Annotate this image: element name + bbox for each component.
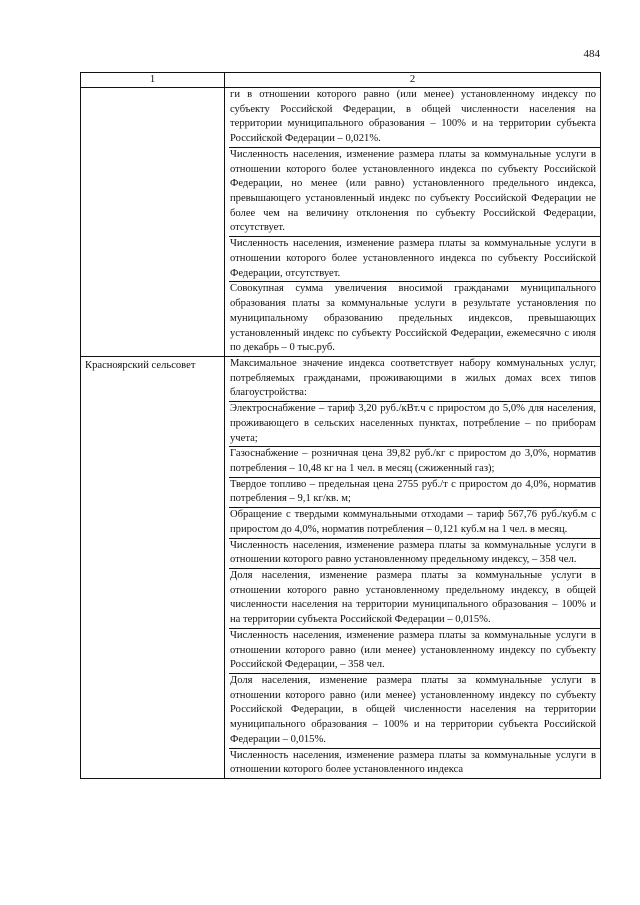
paragraph: Максимальное значение индекса соответствует набору коммунальных услуг, потребляемых гражданами, проживающими в жилых домах всех типов благоустройства: — [230, 357, 596, 399]
indicator-text-cell — [225, 356, 601, 778]
paragraph: Численность населения, изменение размера платы за коммунальные услуги в отношении которого более установленного индекса по субъекту Российской Федерации, отсутствует. — [229, 236, 600, 281]
document-table — [80, 72, 601, 779]
municipality-name-cell — [81, 88, 225, 357]
paragraph: Доля населения, изменение размера платы за коммунальные услуги в отношении которого равно (или менее) установленному индексу по субъекту Российской Федерации, в общей численности населения на территории муниципального образования – 100% и на территории субъекта Российской Федерации – 0,015%. — [229, 673, 600, 748]
paragraph: Обращение с твердыми коммунальными отходами – тариф 567,76 руб./куб.м с приростом до 4,0%, норматив потребления – 0,121 куб.м на 1 чел. в месяц. — [229, 507, 600, 537]
paragraph: Численность населения, изменение размера платы за коммунальные услуги в отношении которого более установленного индекса — [229, 748, 600, 778]
column-header-2: 2 — [225, 73, 601, 88]
paragraph: Численность населения, изменение размера платы за коммунальные услуги в отношении которого равно установленному предельному индексу, – 358 чел. — [229, 538, 600, 568]
page-number: 484 — [583, 48, 600, 60]
table-row — [81, 356, 601, 778]
column-header-1: 1 — [81, 73, 225, 88]
paragraph: Численность населения, изменение размера платы за коммунальные услуги в отношении которого более установленного индекса по субъекту Российской Федерации, но менее (или равно) установленного предельного индекса, превышающего установленный индекс по субъекту Российской Федерации не более чем на величину отклонения по субъекту Российской Федерации, отсутствует. — [229, 147, 600, 236]
municipality-name-cell: Красноярский сельсовет — [81, 356, 225, 778]
table-header-row — [81, 73, 601, 88]
paragraph: ги в отношении которого равно (или менее) установленному индексу по субъекту Российской Федерации, в общей численности населения на территории муниципального образования – 100% и на территории субъекта Российской Федерации – 0,021%. — [230, 89, 596, 145]
indicator-text-cell — [225, 88, 601, 357]
paragraph: Доля населения, изменение размера платы за коммунальные услуги в отношении которого равно установленному предельному индексу, в общей численности населения на территории муниципального образования – 100% и на территории субъекта Российской Федерации – 0,015%. — [229, 568, 600, 628]
paragraph: Твердое топливо – предельная цена 2755 руб./т с приростом до 4,0%, норматив потребления – 9,1 кг/кв. м; — [229, 477, 600, 507]
table-row — [81, 88, 601, 357]
paragraph: Электроснабжение – тариф 3,20 руб./кВт.ч с приростом до 5,0% для населения, проживающего в сельских населенных пунктах, потребление – по приборам учета; — [229, 401, 600, 446]
paragraph: Газоснабжение – розничная цена 39,82 руб./кг с приростом до 3,0%, норматив потребления – 10,48 кг на 1 чел. в месяц (сжиженный газ); — [229, 446, 600, 476]
paragraph: Численность населения, изменение размера платы за коммунальные услуги в отношении которого равно (или менее) установленному индексу по субъекту Российской Федерации, – 358 чел. — [229, 628, 600, 673]
paragraph: Совокупная сумма увеличения вносимой гражданами муниципального образования платы за коммунальные услуги в результате установления по муниципальному образованию предельных индексов, превышающих установленный индекс по субъекту Российской Федерации, ежемесячно с июля по декабрь – 0 тыс.руб. — [229, 281, 600, 356]
